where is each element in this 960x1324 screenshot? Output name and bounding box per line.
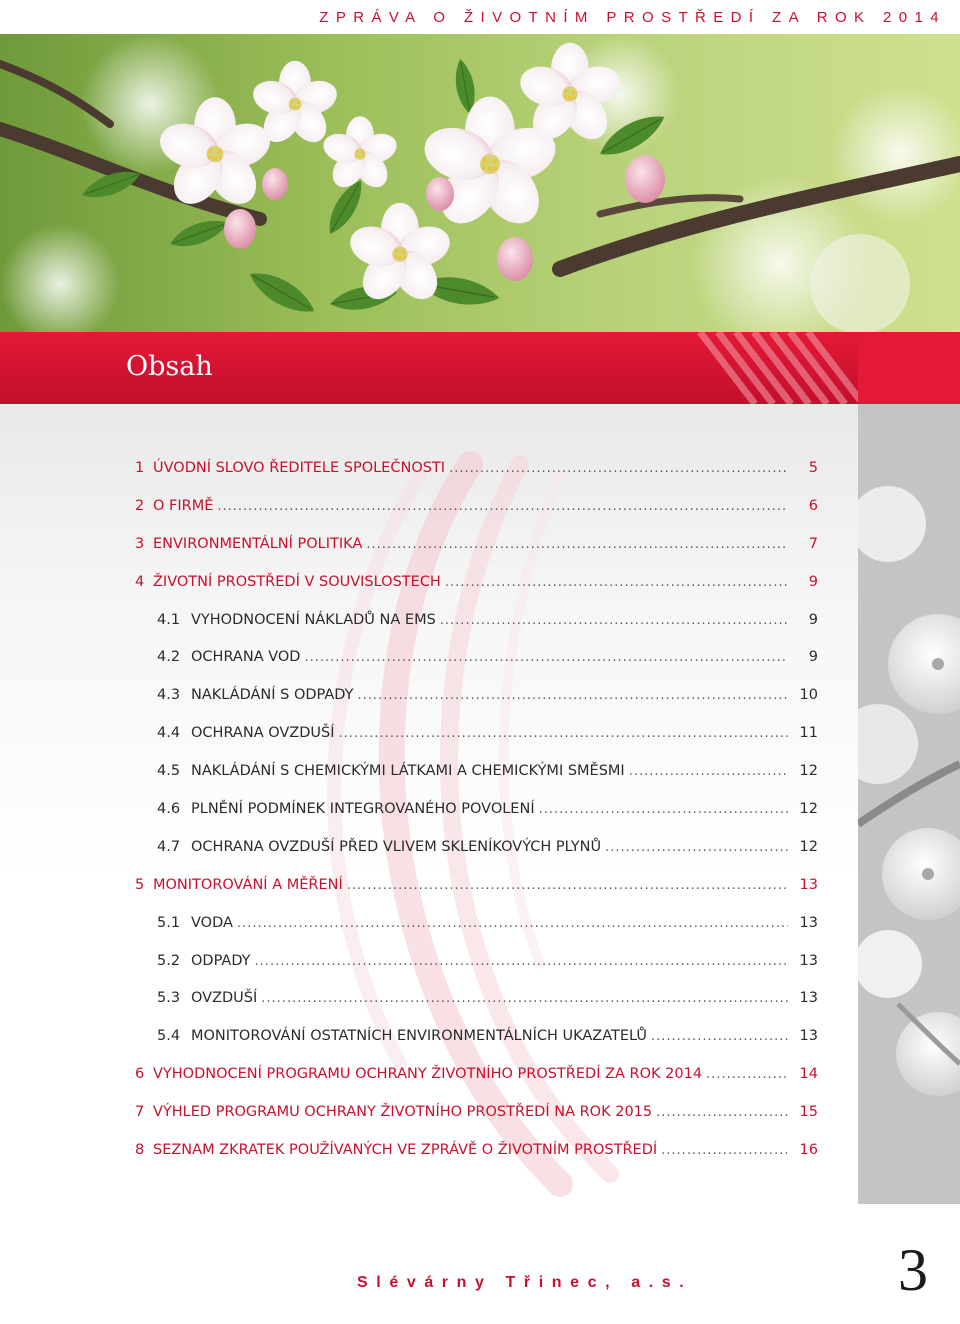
side-blossom-illustration <box>858 404 960 1204</box>
table-of-contents <box>135 460 818 1180</box>
toc-dot-leader <box>449 461 788 476</box>
toc-entry-page: 16 <box>799 1142 818 1159</box>
toc-entry-page: 13 <box>799 952 818 969</box>
toc-dot-leader <box>445 575 788 590</box>
toc-dot-leader <box>651 1029 788 1044</box>
toc-entry-label: SEZNAM ZKRATEK POUŽÍVANÝCH VE ZPRÁVĚ O ŽIVOTNÍM PROSTŘEDÍ <box>153 1142 658 1159</box>
toc-entry-number: 2 <box>135 497 145 514</box>
toc-entry-number: 5.2 <box>157 952 181 969</box>
toc-entry-number: 5.3 <box>157 990 181 1007</box>
toc-dot-leader <box>217 499 788 514</box>
toc-entry[interactable] <box>135 687 818 725</box>
toc-entry[interactable] <box>135 953 818 991</box>
toc-entry-number: 4.4 <box>157 725 181 742</box>
toc-entry[interactable] <box>135 1104 818 1142</box>
toc-entry-number: 5 <box>135 876 145 893</box>
toc-entry-number: 7 <box>135 1104 145 1121</box>
toc-entry-label: VYHODNOCENÍ NÁKLADŮ NA EMS <box>191 611 436 628</box>
footer-company-name: Slévárny Třinec, a.s. <box>357 1274 693 1291</box>
toc-entry-page: 13 <box>799 990 818 1007</box>
toc-entry-page: 5 <box>808 460 818 476</box>
toc-entry-number: 4.6 <box>157 801 181 818</box>
page-number: 3 <box>898 1237 928 1303</box>
toc-dot-leader <box>304 650 788 665</box>
toc-entry[interactable] <box>135 1142 818 1180</box>
toc-dot-leader <box>661 1143 788 1158</box>
toc-entry-label: PLNĚNÍ PODMÍNEK INTEGROVANÉHO POVOLENÍ <box>191 801 535 818</box>
toc-entry-label: OCHRANA OVZDUŠÍ <box>191 725 335 742</box>
toc-entry-label: OVZDUŠÍ <box>191 990 258 1007</box>
toc-entry-number: 4.7 <box>157 838 181 855</box>
toc-entry-label: VÝHLED PROGRAMU OCHRANY ŽIVOTNÍHO PROSTŘEDÍ NA ROK 2015 <box>153 1104 653 1121</box>
toc-entry-page: 7 <box>808 535 818 552</box>
toc-entry[interactable] <box>135 1028 818 1066</box>
toc-entry-label: OCHRANA VOD <box>191 649 301 666</box>
running-header <box>0 0 960 34</box>
toc-entry-label: OCHRANA OVZDUŠÍ PŘED VLIVEM SKLENÍKOVÝCH PLYNŮ <box>191 838 602 855</box>
toc-entry[interactable] <box>135 498 818 536</box>
toc-entry-page: 13 <box>799 914 818 931</box>
toc-dot-leader <box>440 613 788 628</box>
apple-blossom-illustration <box>0 34 960 334</box>
toc-entry-label: ENVIRONMENTÁLNÍ POLITIKA <box>153 535 363 552</box>
toc-entry-page: 9 <box>808 611 818 628</box>
toc-dot-leader <box>358 688 788 703</box>
toc-entry-page: 6 <box>808 497 818 514</box>
toc-entry-label: MONITOROVÁNÍ A MĚŘENÍ <box>153 876 343 893</box>
toc-entry-page: 12 <box>799 763 818 780</box>
toc-entry[interactable] <box>135 649 818 687</box>
toc-entry-label: VODA <box>191 914 233 931</box>
toc-entry-number: 5.1 <box>157 914 181 931</box>
toc-entry[interactable] <box>135 460 818 498</box>
toc-entry-number: 6 <box>135 1066 145 1083</box>
toc-entry-page: 9 <box>808 649 818 666</box>
toc-entry-number: 4.3 <box>157 687 181 704</box>
toc-entry-number: 4.5 <box>157 763 181 780</box>
toc-entry-number: 8 <box>135 1142 145 1159</box>
toc-dot-leader <box>339 726 789 741</box>
toc-entry[interactable] <box>135 725 818 763</box>
toc-entry-label: NAKLÁDÁNÍ S ODPADY <box>191 687 354 704</box>
toc-entry-page: 15 <box>799 1104 818 1121</box>
toc-entry[interactable] <box>135 801 818 839</box>
toc-dot-leader <box>347 878 788 893</box>
section-banner <box>0 332 960 404</box>
toc-entry-page: 14 <box>799 1066 818 1083</box>
toc-dot-leader <box>261 991 788 1006</box>
toc-entry[interactable] <box>135 763 818 801</box>
toc-entry-label: MONITOROVÁNÍ OSTATNÍCH ENVIRONMENTÁLNÍCH UKAZATELŮ <box>191 1028 647 1045</box>
report-title: ZPRÁVA O ŽIVOTNÍM PROSTŘEDÍ ZA ROK 2014 <box>319 8 946 26</box>
toc-entry[interactable] <box>135 612 818 650</box>
toc-entry-number: 4.2 <box>157 649 181 666</box>
toc-entry-page: 13 <box>799 1028 818 1045</box>
toc-entry-page: 9 <box>808 573 818 590</box>
toc-entry[interactable] <box>135 574 818 612</box>
toc-entry[interactable] <box>135 990 818 1028</box>
toc-dot-leader <box>255 954 788 969</box>
side-photo-strip <box>858 404 960 1204</box>
toc-entry-label: ODPADY <box>191 952 251 969</box>
toc-entry-page: 11 <box>799 725 818 742</box>
toc-entry-number: 5.4 <box>157 1028 181 1045</box>
toc-dot-leader <box>539 802 788 817</box>
toc-entry[interactable] <box>135 877 818 915</box>
toc-entry[interactable] <box>135 536 818 574</box>
toc-dot-leader <box>605 840 788 855</box>
toc-dot-leader <box>656 1105 788 1120</box>
toc-dot-leader <box>706 1067 788 1082</box>
toc-entry-label: VYHODNOCENÍ PROGRAMU OCHRANY ŽIVOTNÍHO PROSTŘEDÍ ZA ROK 2014 <box>153 1066 703 1083</box>
toc-entry-page: 10 <box>799 687 818 704</box>
toc-entry-number: 4 <box>135 573 145 590</box>
toc-entry-number: 4.1 <box>157 611 181 628</box>
toc-entry[interactable] <box>135 1066 818 1104</box>
toc-entry-label: ŽIVOTNÍ PROSTŘEDÍ V SOUVISLOSTECH <box>153 573 441 590</box>
toc-entry-label: NAKLÁDÁNÍ S CHEMICKÝMI LÁTKAMI A CHEMICKÝMI SMĚSMI <box>191 763 625 780</box>
toc-entry-page: 13 <box>799 876 818 893</box>
hero-photo-apple-blossom <box>0 34 960 334</box>
page-title: Obsah <box>126 351 213 382</box>
toc-entry-page: 12 <box>799 838 818 855</box>
toc-entry-label: ÚVODNÍ SLOVO ŘEDITELE SPOLEČNOSTI <box>153 460 446 476</box>
toc-entry-label: O FIRMĚ <box>153 497 214 514</box>
toc-entry-number: 3 <box>135 535 145 552</box>
toc-dot-leader <box>629 764 788 779</box>
toc-entry[interactable] <box>135 839 818 877</box>
toc-entry[interactable] <box>135 915 818 953</box>
toc-dot-leader <box>237 916 788 931</box>
toc-dot-leader <box>366 537 788 552</box>
toc-entry-page: 12 <box>799 801 818 818</box>
toc-entry-number: 1 <box>135 460 145 476</box>
